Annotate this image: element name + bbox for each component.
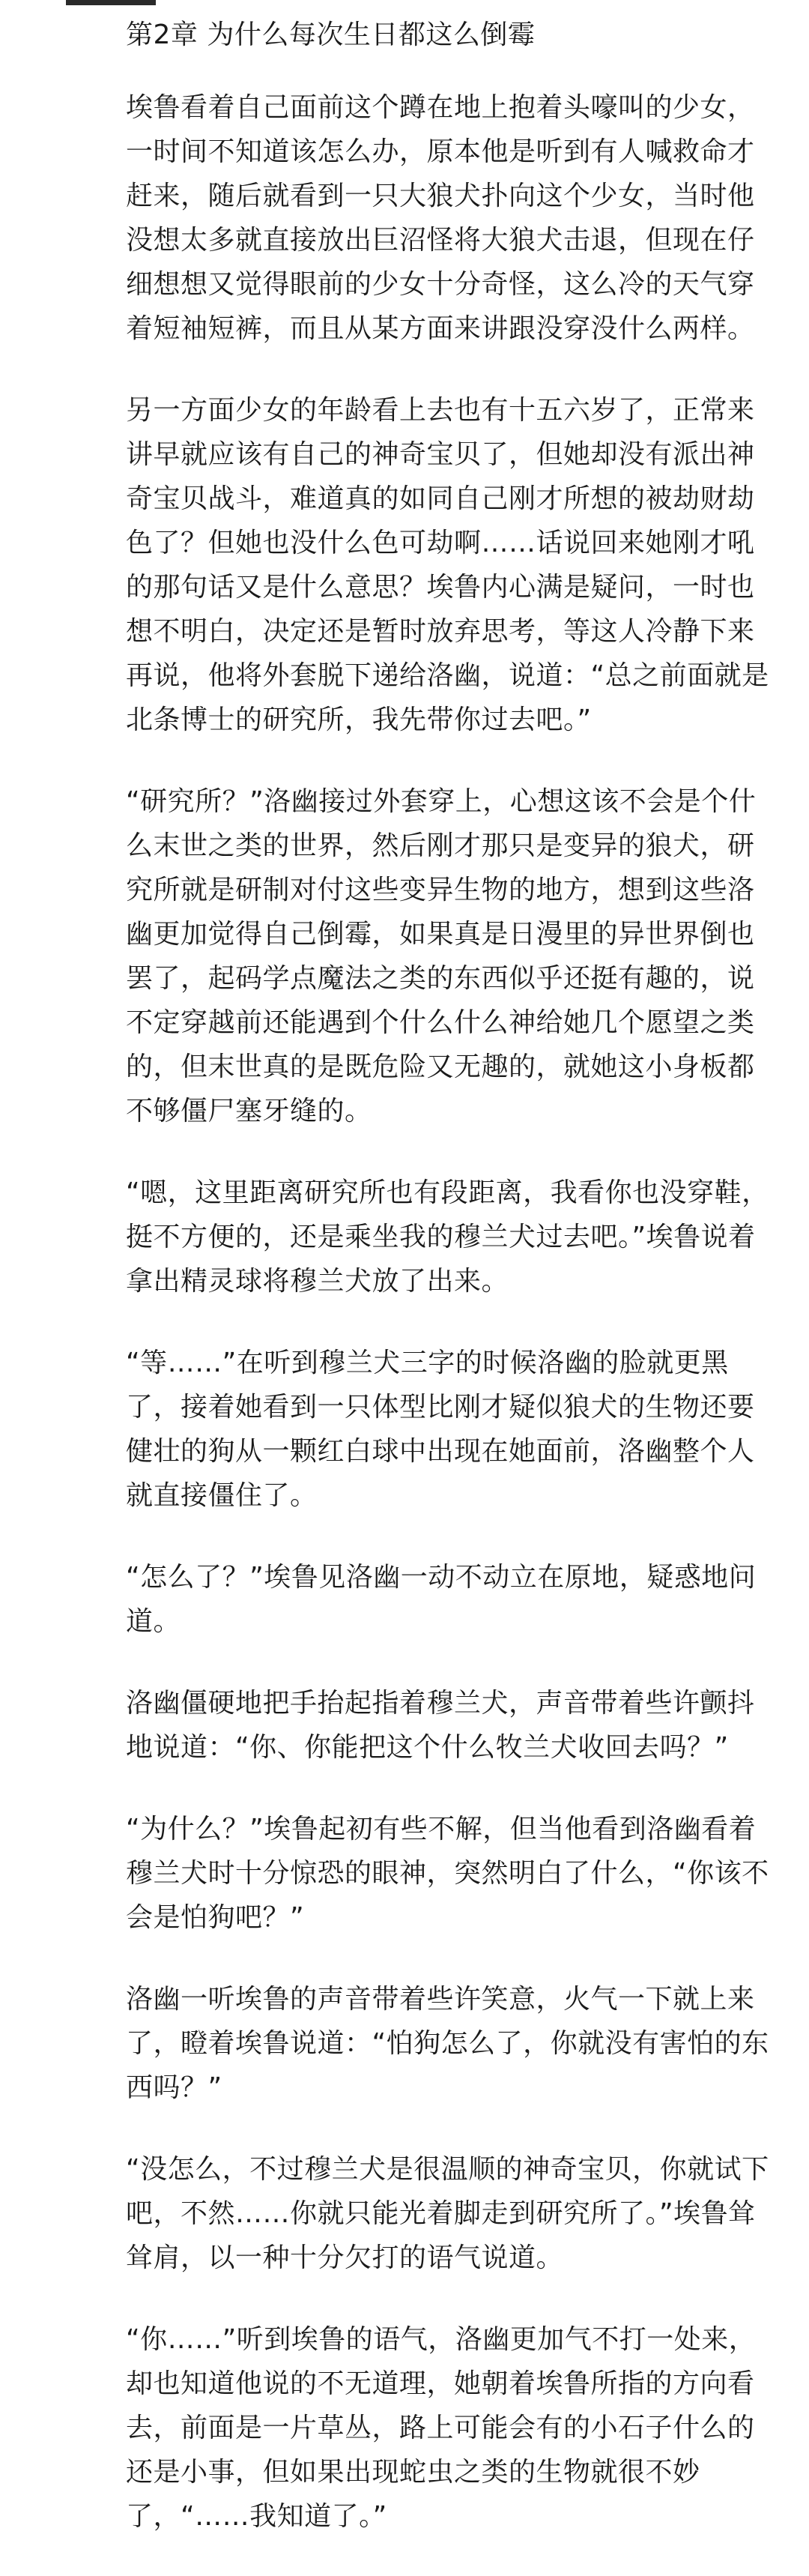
paragraph: “你……”听到埃鲁的语气，洛幽更加气不打一处来，却也知道他说的不无道理，她朝着埃鲁所指的方向看去，前面是一片草丛，路上可能会有的小石子什么的还是小事，但如果出现蛇虫之类的生物就很不妙了，“……我知道了。” xyxy=(126,2324,757,2532)
paragraph: 另一方面少女的年龄看上去也有十五六岁了，正常来讲早就应该有自己的神奇宝贝了，但她却没有派出神奇宝贝战斗，难道真的如同自己刚才所想的被劫财劫色了？但她也没什么色可劫啊……话说回来她刚才吼的那句话又是什么意思？埃鲁内心满是疑问，一时也想不明白，决定还是暂时放弃思考，等这人冷静下来再说，他将外套脱下递给洛幽，说道：“总之前面就是北条博士的研究所，我先带你过去吧。” xyxy=(126,395,769,735)
paragraph: “等……”在听到穆兰犬三字的时候洛幽的脸就更黑了，接着她看到一只体型比刚才疑似狼犬的生物还要健壮的狗从一颗红白球中出现在她面前，洛幽整个人就直接僵住了。 xyxy=(126,1348,755,1511)
paragraph: 埃鲁看着自己面前这个蹲在地上抱着头嚎叫的少女，一时间不知道该怎么办，原本他是听到有人喊救命才赶来，随后就看到一只大狼犬扑向这个少女，当时他没想太多就直接放出巨沼怪将大狼犬击退，但现在仔细想想又觉得眼前的少女十分奇怪，这么冷的天气穿着短袖短裤，而且从某方面来讲跟没穿没什么两样。 xyxy=(126,92,755,344)
paragraph: “怎么了？”埃鲁见洛幽一动不动立在原地，疑惑地问道。 xyxy=(126,1562,757,1637)
chapter-title: 第2章 为什么每次生日都这么倒霉 xyxy=(126,19,536,50)
paragraph: “没怎么，不过穆兰犬是很温顺的神奇宝贝，你就试下吧，不然……你就只能光着脚走到研究所了。”埃鲁耸耸肩，以一种十分欠打的语气说道。 xyxy=(126,2154,769,2273)
chapter-article xyxy=(126,16,773,2576)
paragraph: 洛幽一听埃鲁的声音带着些许笑意，火气一下就上来了，瞪着埃鲁说道：“怕狗怎么了，你就没有害怕的东西吗？” xyxy=(126,1984,769,2103)
paragraph: 洛幽僵硬地把手抬起指着穆兰犬，声音带着些许颤抖地说道：“你、你能把这个什么牧兰犬收回去吗？” xyxy=(126,1688,755,1763)
paragraph: “研究所？”洛幽接过外套穿上，心想这该不会是个什么末世之类的世界，然后刚才那只是变异的狼犬，研究所就是研制对付这些变异生物的地方，想到这些洛幽更加觉得自己倒霉，如果真是日漫里的异世界倒也罢了，起码学点魔法之类的东西似乎还挺有趣的，说不定穿越前还能遇到个什么什么神给她几个愿望之类的，但末世真的是既危险又无趣的，就她这小身板都不够僵尸塞牙缝的。 xyxy=(126,786,757,1126)
paragraph: “为什么？”埃鲁起初有些不解，但当他看到洛幽看着穆兰犬时十分惊恐的眼神，突然明白了什么，“你该不会是怕狗吧？” xyxy=(126,1814,769,1933)
paragraph: “嗯，这里距离研究所也有段距离，我看你也没穿鞋，挺不方便的，还是乘坐我的穆兰犬过去吧。”埃鲁说着拿出精灵球将穆兰犬放了出来。 xyxy=(126,1177,769,1297)
top-edge-bar xyxy=(66,0,156,5)
